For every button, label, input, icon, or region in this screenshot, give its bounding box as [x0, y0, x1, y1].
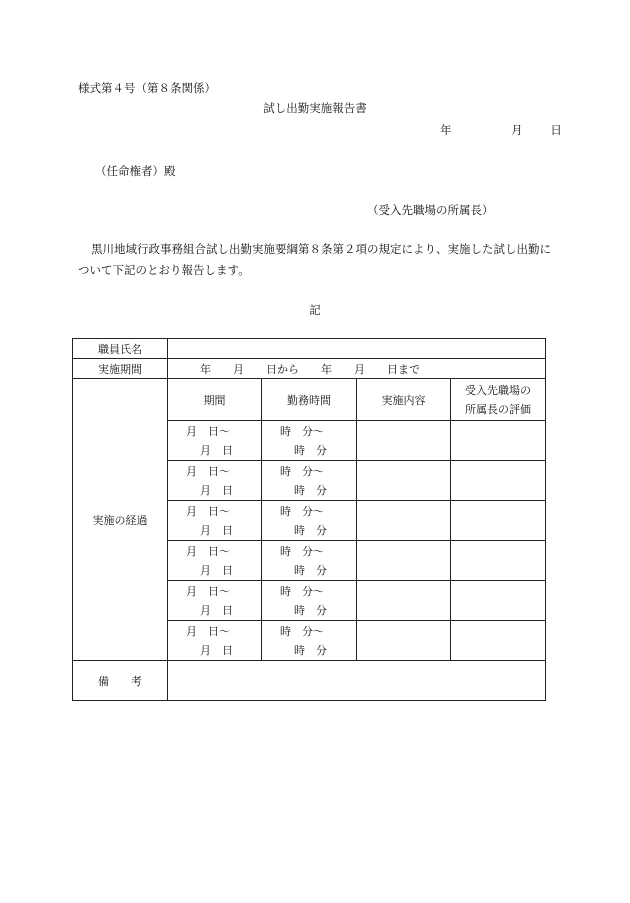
header-evaluation-line2: 所属長の評価 [465, 402, 531, 416]
form-number: 様式第４号（第８条関係） [78, 81, 216, 95]
date-line [440, 122, 562, 138]
period-label: 実施期間 [73, 359, 168, 379]
time-to: 時 分 [294, 643, 327, 657]
period-from: 月 日～ [186, 544, 230, 558]
row-time[interactable] [262, 541, 357, 581]
row-time[interactable] [262, 501, 357, 541]
time-from: 時 分～ [280, 424, 324, 438]
row-period[interactable] [168, 421, 262, 461]
time-from: 時 分～ [280, 464, 324, 478]
row-evaluation[interactable] [451, 621, 546, 661]
time-from: 時 分～ [280, 584, 324, 598]
period-from: 月 日～ [186, 464, 230, 478]
header-evaluation [451, 379, 546, 421]
period-from: 月 日～ [186, 624, 230, 638]
row-time[interactable] [262, 581, 357, 621]
time-to: 時 分 [294, 443, 327, 457]
period-to: 月 日 [200, 523, 233, 537]
period-to: 月 日 [200, 643, 233, 657]
date-month: 月 [511, 123, 523, 137]
remarks-label: 備 考 [73, 661, 168, 701]
body-text: 黒川地域行政事務組合試し出勤実施要綱第８条第２項の規定により、実施した試し出勤について下記のとおり報告します。 [78, 242, 551, 277]
period-from: 月 日～ [186, 584, 230, 598]
report-table [72, 338, 546, 701]
remarks-row [73, 661, 546, 701]
row-period[interactable] [168, 541, 262, 581]
row-content[interactable] [357, 421, 451, 461]
date-year: 年 [440, 123, 452, 137]
ki-heading: 記 [309, 303, 321, 317]
addressee: （任命権者）殿 [95, 164, 176, 178]
time-to: 時 分 [294, 603, 327, 617]
period-to: 月 日 [200, 563, 233, 577]
row-period[interactable] [168, 581, 262, 621]
period-to: 月 日 [200, 483, 233, 497]
staff-name-label: 職員氏名 [73, 339, 168, 359]
sender: （受入先職場の所属長） [367, 203, 494, 217]
row-content[interactable] [357, 581, 451, 621]
period-from: 月 日～ [186, 504, 230, 518]
time-to: 時 分 [294, 523, 327, 537]
time-from: 時 分～ [280, 544, 324, 558]
staff-name-row [73, 339, 546, 359]
row-period[interactable] [168, 501, 262, 541]
staff-name-value[interactable] [168, 339, 546, 359]
header-period: 期間 [168, 379, 262, 421]
time-to: 時 分 [294, 563, 327, 577]
header-content: 実施内容 [357, 379, 451, 421]
period-to: 月 日 [200, 603, 233, 617]
header-evaluation-line1: 受入先職場の [465, 383, 531, 397]
row-content[interactable] [357, 501, 451, 541]
row-period[interactable] [168, 621, 262, 661]
row-period[interactable] [168, 461, 262, 501]
progress-header-row [73, 379, 546, 421]
document-title: 試し出勤実施報告書 [263, 101, 367, 115]
time-to: 時 分 [294, 483, 327, 497]
time-from: 時 分～ [280, 504, 324, 518]
period-value[interactable]: 年 月 日から 年 月 日まで [168, 359, 546, 379]
row-evaluation[interactable] [451, 421, 546, 461]
header-work-hours: 勤務時間 [262, 379, 357, 421]
row-time[interactable] [262, 461, 357, 501]
time-from: 時 分～ [280, 624, 324, 638]
row-time[interactable] [262, 621, 357, 661]
row-time[interactable] [262, 421, 357, 461]
row-content[interactable] [357, 541, 451, 581]
row-content[interactable] [357, 461, 451, 501]
remarks-value[interactable] [168, 661, 546, 701]
progress-label: 実施の経過 [73, 379, 168, 661]
period-from: 月 日～ [186, 424, 230, 438]
period-to: 月 日 [200, 443, 233, 457]
row-evaluation[interactable] [451, 461, 546, 501]
row-evaluation[interactable] [451, 581, 546, 621]
period-row [73, 359, 546, 379]
row-content[interactable] [357, 621, 451, 661]
date-day: 日 [550, 123, 562, 137]
row-evaluation[interactable] [451, 501, 546, 541]
row-evaluation[interactable] [451, 541, 546, 581]
